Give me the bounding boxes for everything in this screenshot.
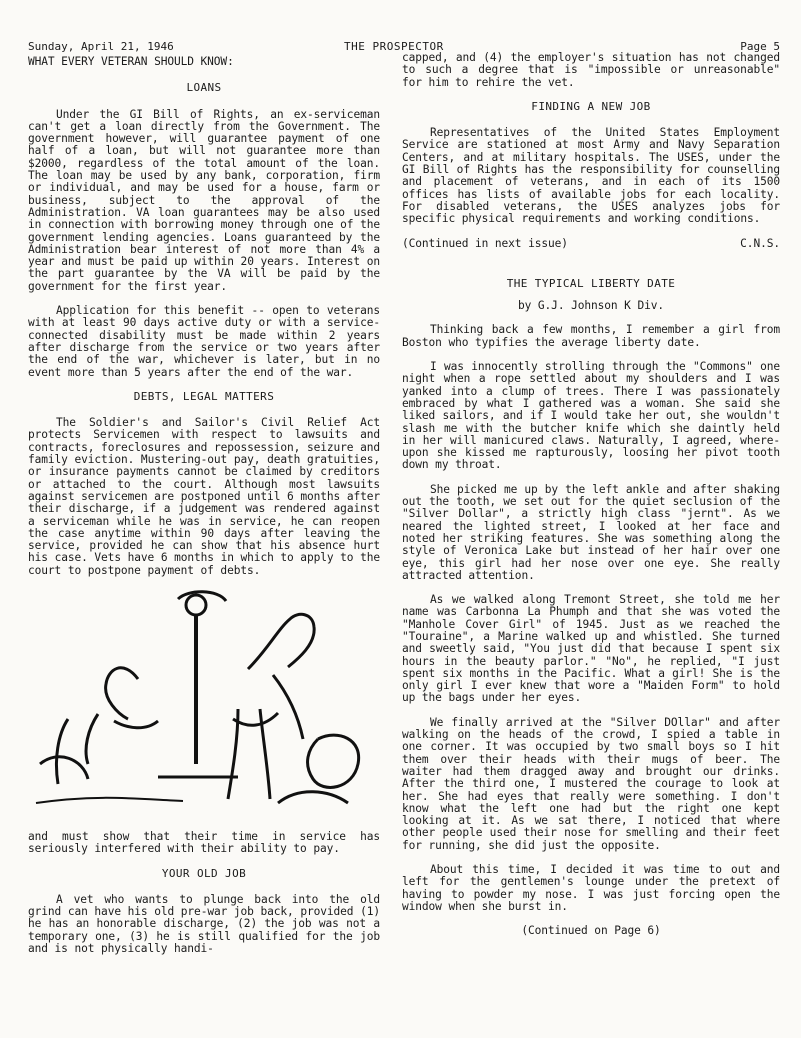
loans-heading: LOANS xyxy=(186,81,222,95)
debts-paragraph-1: The Soldier's and Sailor's Civil Relief Act protects Servicemen with respect to lawsuits and contracts, foreclosures and repossession, seizure and family eviction. Mustering-out pay, death gratuities, or insurance payments cannot be claimed by creditors or attached to the court. Although most lawsuits against servicemen are postponed until 6 months after their discharge, if a judgement was rendered against a serviceman while he was in service, he can reopen the case anytime within 90 days after leaving the service, provided he can show that his absence hurt his case. Vets have 6 months in which to apply to the court to postpone payment of debts. xyxy=(28,416,380,577)
debts-section xyxy=(28,391,380,856)
debts-paragraph-2: and must show that their time in service has seriously interfered with their ability to pay. xyxy=(28,829,380,856)
old-job-continuation: capped, and (4) the employer's situation has not changed to such a degree that is "impossible or unreasonable" for him to rehire the vet. xyxy=(402,51,780,89)
liberty-paragraph-5: We finally arrived at the "Silver DOllar" and after walking on the heads of the crowd, I spied a table in one corner. It was occupied by two small boys so I hit them over their heads with their mugs of beer. The waiter had them dragged away and brought our drinks. After the third one, I mustered the courage to look at her. She had eyes that really were something. I don't know what the left one had but the right one kept looking at it. As we sat there, I noticed that where other people used their nose for smelling and their feet for running, she did just the opposite. xyxy=(402,715,780,852)
debts-heading: DEBTS, LEGAL MATTERS xyxy=(133,389,275,403)
liberty-paragraph-2: I was innocently strolling through the "Commons" one night when a rope settled about my shoulders and I was yanked into a clump of trees. There I was passionately embraced by what I gathered was a woman. She said she liked sailors, and if I would take her out, she wouldn't slash me with the butcher knife which she daintly held in her will manicured claws. Naturally, I agreed, where-upon she kissed me rapturously, loosing her pivot tooth down my throat. xyxy=(402,360,780,472)
header-date: Sunday, April 21, 1946 xyxy=(28,40,174,53)
liberty-date-section xyxy=(402,278,780,938)
old-job-section xyxy=(28,868,380,956)
old-job-heading: YOUR OLD JOB xyxy=(161,866,247,880)
cartoon-illustration-icon xyxy=(28,589,380,821)
old-job-paragraph-1: A vet who wants to plunge back into the old grind can have his old pre-war job back, provided (1) he has an honorable discharge, (2) the job was not a temporary one, (3) he is still qualified for the job and is not physically handi- xyxy=(28,892,380,956)
liberty-paragraph-3: She picked me up by the left ankle and after shaking out the tooth, we set out for the quiet seclusion of the "Silver Dollar", a strictly high class "jernt". As we neared the lighted street, I looked at her face and noted her striking features. She was something along the style of Veronica Lake but instead of her hair over one eye, this girl had her nose over one eye. She really attracted attention. xyxy=(402,482,780,582)
liberty-continued: (Continued on Page 6) xyxy=(521,924,661,938)
finding-job-paragraph-1: Representatives of the United States Employment Service are stationed at most Army and Navy Separation Centers, and at military hospitals. The USES, under the GI Bill of Rights has the responsibility for counselling and placement of veterans, and in each of its 1500 offices has lists of available jobs for each locality. For disabled veterans, the USES analyzes jobs for specific physical requirements and working conditions. xyxy=(402,126,780,226)
liberty-date-heading: THE TYPICAL LIBERTY DATE xyxy=(506,276,676,290)
loans-section xyxy=(28,82,380,379)
finding-job-footer xyxy=(402,238,780,250)
liberty-paragraph-6: About this time, I decided it was time to out and left for the gentlemen's lounge under the pretext of having to powder my nose. I was just forcing open the window when she burst in. xyxy=(402,863,780,913)
liberty-paragraph-1: Thinking back a few months, I remember a girl from Boston who typifies the average liberty date. xyxy=(402,323,780,349)
finding-job-section xyxy=(402,101,780,250)
left-column xyxy=(28,56,380,1026)
finding-job-heading: FINDING A NEW JOB xyxy=(531,99,651,113)
right-column xyxy=(402,51,780,1026)
liberty-date-byline: by G.J. Johnson K Div. xyxy=(518,299,664,313)
liberty-paragraph-4: As we walked along Tremont Street, she told me her name was Carbonna La Phumph and that she was voted the "Manhole Cover Girl" of 1945. Just as we reached the "Touraine", a Marine walked up and whistled. She turned and sweetly said, "You just did that because I spent six hours in the beauty parlor." "No", he replied, "I just spent six months in the Pacific. What a girl! She is the only girl I ever knew that wore a "Maiden Form" to hold up the bags under her eyes. xyxy=(402,593,780,705)
header-page-number: Page 5 xyxy=(740,40,780,53)
overhead-title: WHAT EVERY VETERAN SHOULD KNOW: xyxy=(28,55,234,68)
finding-job-signature: C.N.S. xyxy=(740,236,780,250)
cartoon-illustration xyxy=(28,589,380,821)
loans-paragraph-2: Application for this benefit -- open to veterans with at least 90 days active duty or with a service-connected disability must be made within 2 years after discharge from the service or two years after the end of the war, whichever is later, but in no event more than 5 years after the end of the war. xyxy=(28,304,380,379)
finding-job-continued: (Continued in next issue) xyxy=(402,236,568,250)
header-newspaper-name: THE PROSPECTOR xyxy=(344,40,444,53)
loans-paragraph-1: Under the GI Bill of Rights, an ex-serviceman can't get a loan directly from the Government. The government however, will guarantee payment of one half of a loan, but will not guarantee more than $2000, regardless of the total amount of the loan. The loan may be used by any bank, corporation, firm or individual, and may be used for a house, farm or business, subject to the approval of the Administration. VA loan guarantees may be also used in connection with borrowing money through one of the government lending agencies. Loans guaranteed by the Administration bear interest of not more than 4% a year and must be paid up within 20 years. Interest on the part guarantee by the VA will be paid by the government for the first year. xyxy=(28,107,380,293)
